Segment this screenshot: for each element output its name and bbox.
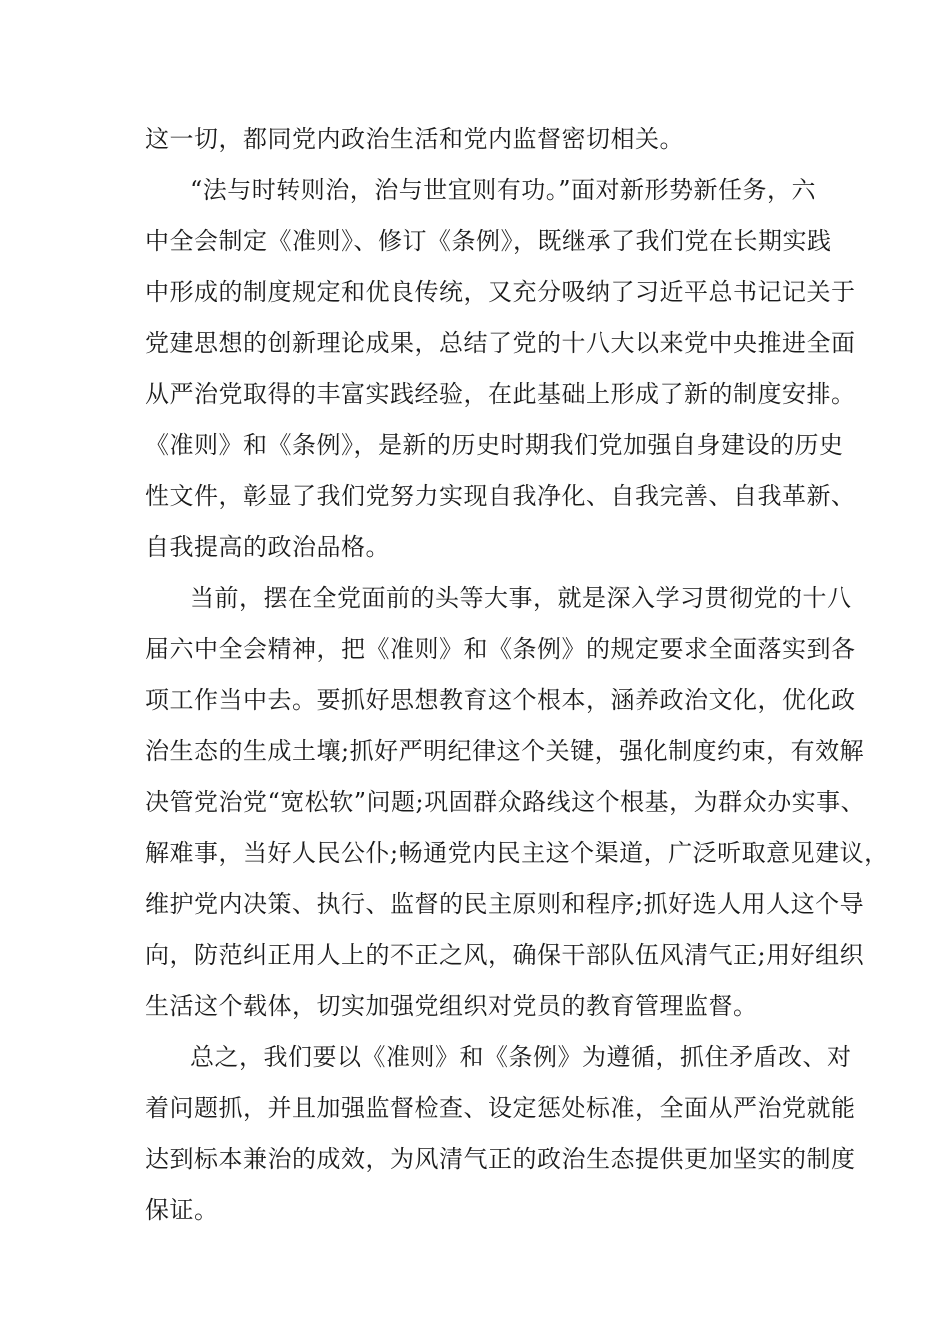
text-line: 性文件，彰显了我们党努力实现自我净化、自我完善、自我革新、 bbox=[145, 482, 856, 510]
text-line: 党建思想的创新理论成果，总结了党的十八大以来党中央推进全面 bbox=[145, 329, 856, 357]
text-line: 解难事，当好人民公仆;畅通党内民主这个渠道，广泛听取意见建议， bbox=[145, 839, 889, 867]
text-line: 保证。 bbox=[145, 1196, 219, 1224]
text-line: 当前，摆在全党面前的头等大事，就是深入学习贯彻党的十八 bbox=[190, 584, 852, 612]
text-line: “法与时转则治，治与世宜则有功。”面对新形势新任务，六 bbox=[190, 176, 817, 204]
text-line: 这一切，都同党内政治生活和党内监督密切相关。 bbox=[145, 125, 684, 153]
text-line: 生活这个载体，切实加强党组织对党员的教育管理监督。 bbox=[145, 992, 758, 1020]
text-line: 《准则》和《条例》，是新的历史时期我们党加强自身建设的历史 bbox=[145, 431, 844, 459]
text-line: 达到标本兼治的成效，为风清气正的政治生态提供更加坚实的制度 bbox=[145, 1145, 856, 1173]
text-line: 维护党内决策、执行、监督的民主原则和程序;抓好选人用人这个导 bbox=[145, 890, 865, 918]
text-line: 项工作当中去。要抓好思想教育这个根本，涵养政治文化，优化政 bbox=[145, 686, 856, 714]
text-line: 决管党治党“宽松软”问题;巩固群众路线这个根基，为群众办实事、 bbox=[145, 788, 866, 816]
text-line: 向，防范纠正用人上的不正之风，确保干部队伍风清气正;用好组织 bbox=[145, 941, 865, 969]
text-line: 届六中全会精神，把《准则》和《条例》的规定要求全面落实到各 bbox=[145, 635, 856, 663]
text-line: 自我提高的政治品格。 bbox=[145, 533, 390, 561]
text-line: 治生态的生成土壤;抓好严明纪律这个关键，强化制度约束，有效解 bbox=[145, 737, 865, 765]
text-line: 总之，我们要以《准则》和《条例》为遵循，抓住矛盾改、对 bbox=[190, 1043, 852, 1071]
text-line: 着问题抓，并且加强监督检查、设定惩处标准，全面从严治党就能 bbox=[145, 1094, 856, 1122]
text-line: 中全会制定《准则》、修订《条例》，既继承了我们党在长期实践 bbox=[145, 227, 832, 255]
text-line: 从严治党取得的丰富实践经验，在此基础上形成了新的制度安排。 bbox=[145, 380, 856, 408]
text-line: 中形成的制度规定和优良传统，又充分吸纳了习近平总书记记关于 bbox=[145, 278, 856, 306]
